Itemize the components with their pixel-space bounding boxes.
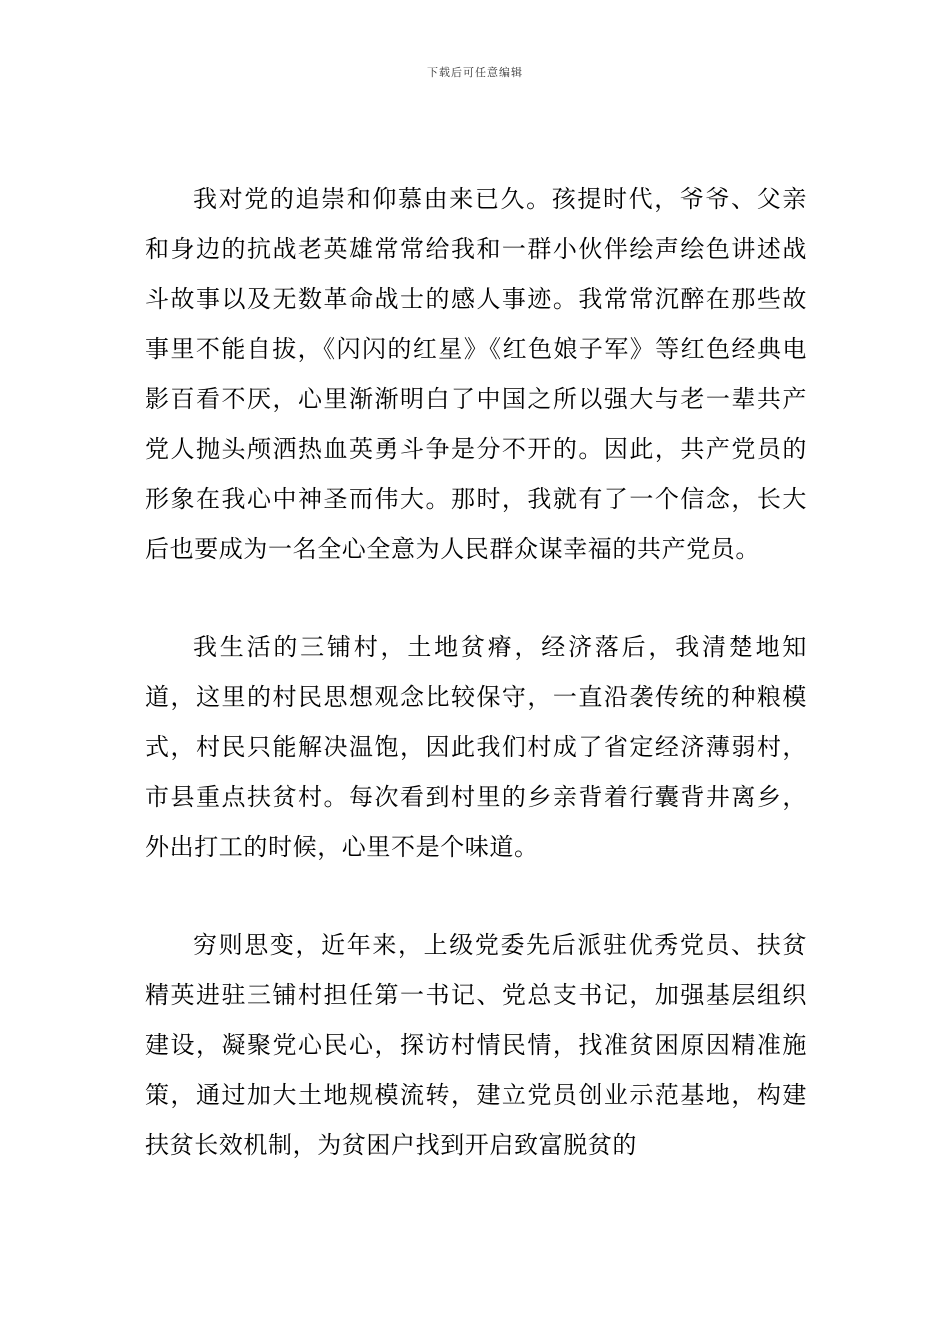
document-body [145, 174, 807, 1170]
paragraph-1: 我对党的追崇和仰慕由来已久。孩提时代，爷爷、父亲和身边的抗战老英雄常常给我和一群小伙伴绘声绘色讲述战斗故事以及无数革命战士的感人事迹。我常常沉醉在那些故事里不能自拔，《闪闪的红星》《红色娘子军》等红色经典电影百看不厌，心里渐渐明白了中国之所以强大与老一辈共产党人抛头颅洒热血英勇斗争是分不开的。因此，共产党员的形象在我心中神圣而伟大。那时，我就有了一个信念，长大后也要成为一名全心全意为人民群众谋幸福的共产党员。 [145, 185, 807, 563]
header-note: 下载后可任意编辑 [427, 66, 523, 79]
paragraph-3: 穷则思变，近年来，上级党委先后派驻优秀党员、扶贫精英进驻三铺村担任第一书记、党总支书记，加强基层组织建设，凝聚党心民心，探访村情民情，找准贫困原因精准施策，通过加大土地规模流转，建立党员创业示范基地，构建扶贫长效机制，为贫困户找到开启致富脱贫的 [145, 931, 807, 1159]
paragraph-2: 我生活的三铺村，土地贫瘠，经济落后，我清楚地知道，这里的村民思想观念比较保守，一直沿袭传统的种粮模式，村民只能解决温饱，因此我们村成了省定经济薄弱村，市县重点扶贫村。每次看到村里的乡亲背着行囊背井离乡，外出打工的时候，心里不是个味道。 [145, 633, 807, 861]
